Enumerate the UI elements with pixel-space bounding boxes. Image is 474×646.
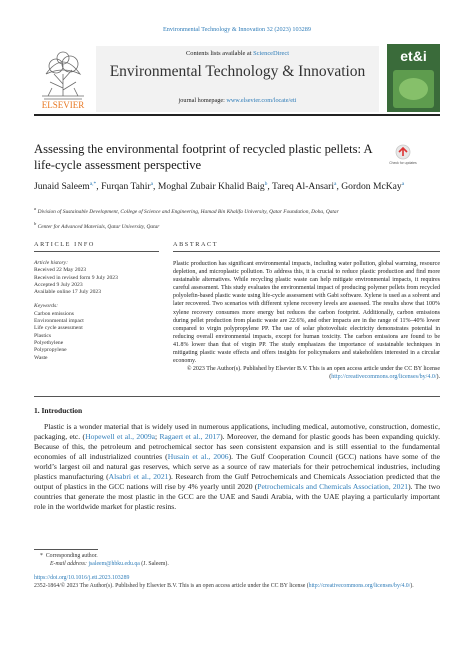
author[interactable]: Moghal Zubair Khalid Baig$^b$ — [157, 181, 268, 193]
affiliation: $^a$ Division of Sustainable Development, College of Science and Engineering, Hamad Bin Khalifa University, Qatar Foundation, Doha, Qatar — [34, 206, 339, 215]
keyword: Polypropylene — [34, 347, 67, 354]
citation-link[interactable]: Husain et al., 2006 — [167, 452, 229, 461]
history-item: Received 22 May 2023 — [34, 267, 87, 274]
license-link[interactable]: http://creativecommons.org/licenses/by/4.0/ — [331, 374, 437, 381]
article-title: Assessing the environmental footprint of recycled plastic pellets: A life-cycle assessment perspective — [34, 142, 372, 172]
sciencedirect-link[interactable]: ScienceDirect — [253, 50, 289, 57]
keyword: Life cycle assessment — [34, 325, 83, 332]
keywords-label: Keywords: — [34, 303, 59, 310]
introduction-paragraph: Plastic is a wonder material that is widely used in numerous applications, including medical, automotive, construction, domestic, packaging, etc. (Hopewell et al., 2009a; Ragaert et al., 2017). Moreover, the demand for plastic goods has been expanding quickly. Because of this, the petroleum and petrochemical sector has seen consistent expansion and is still essential to the fundamental economies of all industrialized countries (Husain et al., 2006). The Gulf Cooperation Council (GCC) nations have some of the world’s largest oil and natural gas reserves, which serve as a source of raw materials for their petrochemical industries, including plastics manufacturing (Alsabri et al., 2021). Research from the Gulf Petrochemicals and Chemicals Association predicted that the output of plastics in the GCC nations will rise by 4% yearly until 2020 (Petrochemicals and Chemicals Association, 2021). The two countries that generate the most plastic in the GCC are the UAE and Saudi Arabia, with the UAE playing a particularly important role in the worldwide market for plastic resins. — [34, 422, 440, 511]
abstract-heading: ABSTRACT — [173, 241, 219, 248]
citation-link[interactable]: Hopewell et al., 2009a — [85, 432, 155, 441]
abstract-text: Plastic production has significant environmental impacts, including water pollution, global warming, resource depletion, and microplastic pollution. To address this, it is crucial to reduce plastic production and find more sustainable alternatives. While recycling plastic waste can help mitigate environmental impacts, it requires careful assessment. This study evaluates the environmental impact of producing polymer pellets from recycled polyolefin-based plastic waste using life-cycle assessment with Gabi software. Xylene is used as a solvent and later recovered. Two scenarios with different xylene recovery levels are assessed. The results show that 100% xylene recovery consumes more energy but reduces the carbon footprint. Additionally, carbon emissions during pellet production from plastic waste are 22.6%, and other impacts are in the range of 11%–40% lower compared to virgin polypropylene PP. The use of solar photovoltaic electricity demonstrates potential in reducing overall environmental impacts, except for human toxicity. The carbon emissions are found to be 41.8% lower than that of virgin PP. The study emphasizes the importance of sustainable techniques in mitigating plastic waste effects and offers insights for policymakers and stakeholders interested in a circular economy. — [173, 261, 440, 365]
svg-text:Check for updates: Check for updates — [389, 161, 417, 165]
keyword: Carbon emissions — [34, 310, 74, 317]
abstract-rule — [173, 251, 440, 252]
author[interactable]: Gordon McKay$^a$ — [341, 181, 405, 193]
article-info — [34, 260, 159, 362]
citation-link[interactable]: Ragaert et al., 2017 — [159, 432, 221, 441]
issn-license: 2352-1864/© 2023 The Author(s). Published by Elsevier B.V. This is an open access article under the CC BY license (http://creativecommons.org/licenses/by/4.0/). — [34, 582, 414, 589]
history-item: Accepted 9 July 2023 — [34, 281, 83, 288]
citation-link[interactable]: Petrochemicals and Chemicals Association, 2021 — [257, 482, 409, 491]
info-rule — [34, 251, 159, 252]
keyword: Polyethylene — [34, 339, 64, 346]
history-item: Available online 17 July 2023 — [34, 289, 102, 296]
journal-homepage: journal homepage: www.elsevier.com/locate/eti — [178, 97, 297, 104]
article-info-heading: ARTICLE INFO — [34, 241, 95, 248]
check-for-updates-badge[interactable] — [389, 143, 417, 169]
elsevier-logo — [34, 44, 92, 110]
abstract-copyright: © 2023 The Author(s). Published by Elsevier B.V. This is an open access article under the CC BY license (http://creativecommons.org/licenses/by/4.0/). — [186, 366, 440, 381]
keyword: Environmental impact — [34, 318, 84, 325]
abstract-body — [173, 260, 440, 381]
email-link[interactable]: jsaleem@hbku.edu.qa — [88, 560, 140, 567]
journal-reference[interactable]: Environmental Technology & Innovation 32 (2023) 103289 — [163, 26, 311, 33]
history-item: Received in revised form 9 July 2023 — [34, 274, 118, 281]
history-label: Article history: — [34, 260, 69, 266]
bottom-matter — [34, 575, 440, 590]
journal-title: Environmental Technology & Innovation — [109, 63, 366, 80]
keyword: Waste — [34, 354, 48, 361]
author[interactable]: Tareq Al-Ansari$^a$ — [272, 181, 337, 193]
homepage-link[interactable]: www.elsevier.com/locate/eti — [226, 97, 297, 104]
keyword: Plastics — [34, 332, 52, 339]
author[interactable]: Junaid Saleem$^{a,*}$ — [34, 181, 97, 193]
affiliation: $^b$ Center for Advanced Materials, Qatar University, Qatar — [34, 221, 160, 230]
header-rule — [34, 114, 440, 116]
citation-link[interactable]: Alsabri et al., 2021 — [108, 472, 169, 481]
abstract-bottom-rule — [34, 396, 440, 397]
author-list: Junaid Saleem$^{a,*}$, Furqan Tahir$^a$, Moghal Zubair Khalid Baig$^b$, Tareq Al-Ansari$^a$, Gordon McKay$^a$ — [34, 181, 405, 193]
license-link[interactable]: http://creativecommons.org/licenses/by/4.0/ — [308, 582, 411, 589]
introduction-heading: 1. Introduction — [34, 406, 83, 415]
contents-line: Contents lists available at ScienceDirect — [186, 50, 289, 57]
svg-text:ELSEVIER: ELSEVIER — [41, 100, 85, 110]
footnote-rule — [34, 549, 98, 550]
doi-link[interactable]: https://doi.org/10.1016/j.eti.2023.103289 — [34, 575, 130, 581]
footnote: * Corresponding author. E-mail address: jsaleem@hbku.edu.qa (J. Saleem). — [40, 553, 169, 567]
journal-cover: et&i — [387, 44, 440, 112]
author[interactable]: Furqan Tahir$^a$ — [101, 181, 154, 193]
